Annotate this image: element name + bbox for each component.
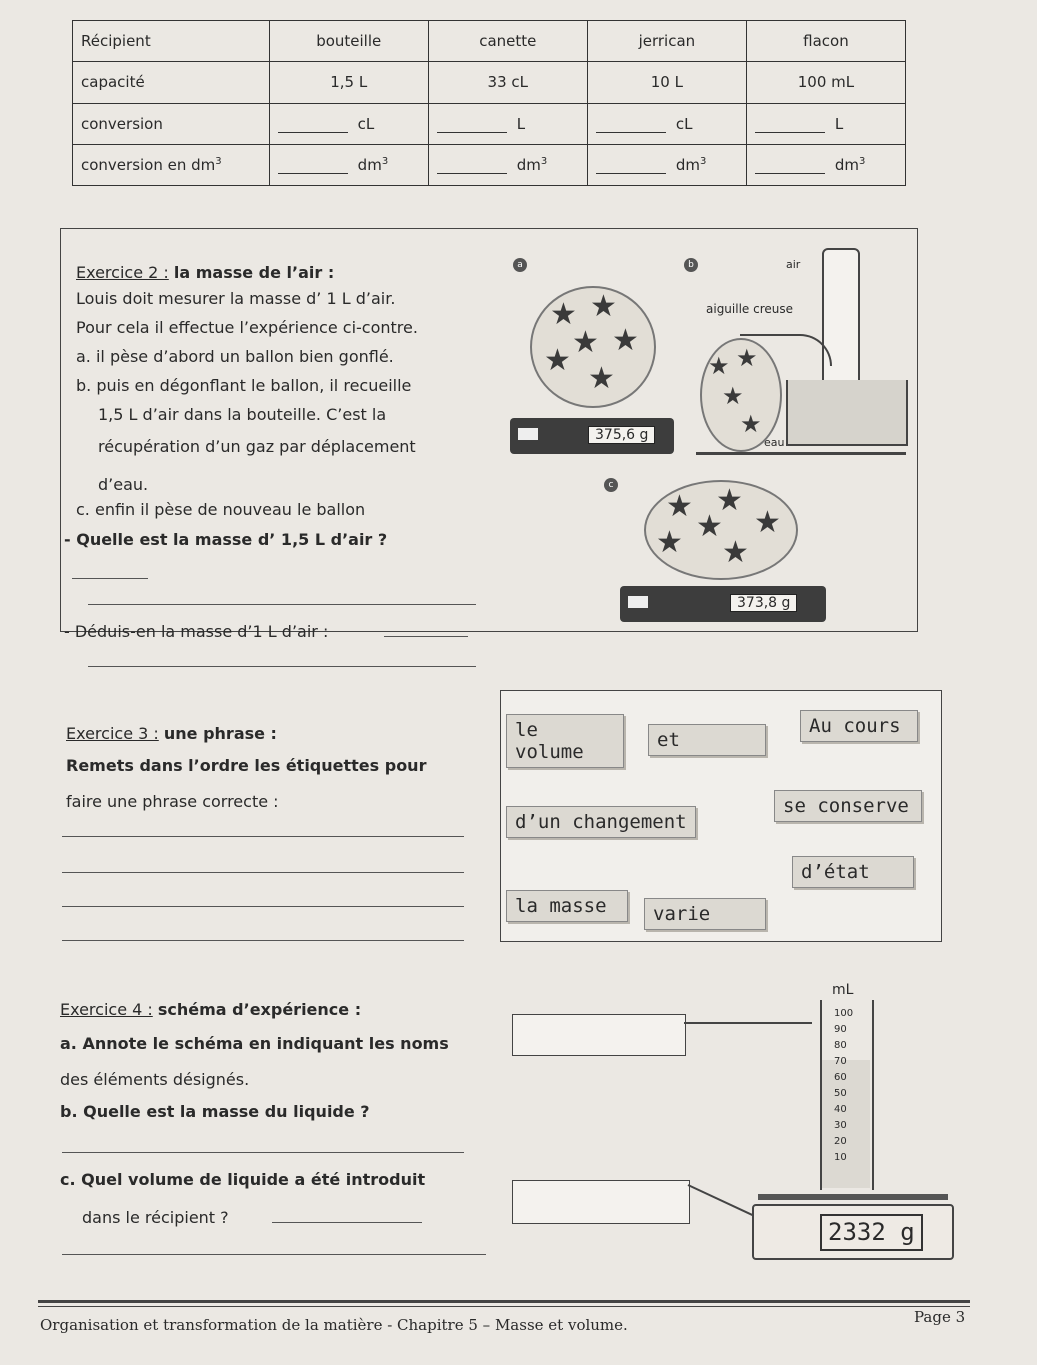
table-line (696, 452, 906, 455)
table-cell: 33 cL (428, 62, 587, 103)
ex4-title-rest: schéma d’expérience : (157, 1000, 362, 1019)
label-au-cours[interactable]: Au cours (800, 710, 918, 742)
answer-blank[interactable] (437, 120, 507, 133)
answer-blank[interactable] (278, 120, 348, 133)
tick-label: 100 (834, 1008, 854, 1019)
balloon-a (530, 286, 656, 408)
answer-line[interactable] (62, 872, 464, 873)
table-cell: conversion (73, 103, 270, 144)
answer-line[interactable] (384, 636, 468, 637)
table-cell (73, 144, 270, 185)
unit-text: cL (357, 114, 375, 133)
tick-label: 70 (834, 1056, 847, 1067)
exponent: 3 (540, 155, 548, 167)
ex2-title-rest: la masse de l’air : (173, 263, 335, 282)
answer-line[interactable] (272, 1222, 422, 1223)
ex4-question-a-cont: des éléments désignés. (60, 1070, 250, 1089)
ex2-line: récupération d’un gaz par déplacement (98, 437, 416, 456)
tick-label: 40 (834, 1104, 847, 1115)
tick-label: 80 (834, 1040, 847, 1051)
tick-label: 20 (834, 1136, 847, 1147)
answer-line[interactable] (72, 578, 148, 579)
exponent: 3 (699, 155, 707, 167)
table-cell[interactable] (428, 144, 587, 185)
ex4-title (60, 1000, 361, 1019)
star-icon: ★ (544, 343, 571, 378)
ex2-line: Pour cela il effectue l’expérience ci-contre. (76, 318, 418, 337)
ex2-line: b. puis en dégonflant le ballon, il recueille (76, 376, 412, 395)
balloon-c (644, 480, 798, 580)
table-cell[interactable] (269, 144, 428, 185)
ex2-title (76, 263, 334, 282)
exponent: 3 (215, 155, 222, 167)
star-icon: ★ (722, 382, 744, 410)
answer-line[interactable] (62, 1254, 486, 1255)
unit-text: dm (516, 155, 541, 174)
ex3-line: faire une phrase correcte : (66, 792, 279, 811)
table-cell[interactable] (587, 144, 746, 185)
unit-text: dm (357, 155, 382, 174)
water-basin (786, 380, 908, 446)
water-label: eau (764, 436, 785, 449)
star-icon: ★ (612, 323, 639, 358)
ex4-question-a: a. Annote le schéma en indiquant les noms (60, 1034, 449, 1053)
table-row (73, 62, 906, 103)
label-varie[interactable]: varie (644, 898, 766, 930)
ex2-line: Louis doit mesurer la masse d’ 1 L d’air. (76, 289, 396, 308)
air-label: air (786, 258, 801, 271)
table-cell: flacon (746, 21, 905, 62)
answer-blank[interactable] (596, 120, 666, 133)
page-number: Page 3 (914, 1308, 966, 1326)
needle-label: aiguille creuse (706, 302, 793, 316)
pointer-line (688, 1184, 761, 1220)
answer-line[interactable] (88, 666, 476, 667)
tick-label: 90 (834, 1024, 847, 1035)
answer-blank[interactable] (437, 161, 507, 174)
answer-blank[interactable] (755, 161, 825, 174)
conversion-table (72, 20, 906, 186)
unit-text: L (516, 114, 526, 133)
ex3-title-prefix: Exercice 3 : (66, 724, 159, 743)
footer-rule (38, 1300, 970, 1303)
answer-blank[interactable] (755, 120, 825, 133)
star-icon: ★ (696, 509, 723, 544)
answer-line[interactable] (62, 940, 464, 941)
answer-line[interactable] (62, 1152, 464, 1153)
balance-plate (758, 1194, 948, 1200)
star-icon: ★ (722, 535, 749, 570)
ex2-line: a. il pèse d’abord un ballon bien gonflé. (76, 347, 394, 366)
ex4-title-prefix: Exercice 4 : (60, 1000, 153, 1019)
label-changement[interactable]: d’un changement (506, 806, 696, 838)
tube (740, 334, 832, 366)
tick-label: 10 (834, 1152, 847, 1163)
star-icon: ★ (550, 297, 577, 332)
bottle-icon (822, 248, 860, 400)
star-icon: ★ (736, 344, 758, 372)
table-cell[interactable] (428, 103, 587, 144)
answer-line[interactable] (62, 836, 464, 837)
table-row (73, 103, 906, 144)
table-cell: Récipient (73, 21, 270, 62)
star-icon: ★ (572, 325, 599, 360)
annotation-box-top[interactable] (512, 1014, 686, 1056)
unit-text: cL (675, 114, 693, 133)
table-cell: capacité (73, 62, 270, 103)
ex2-question-1: - Quelle est la masse d’ 1,5 L d’air ? (64, 530, 388, 549)
footer-title: Organisation et transformation de la matière - Chapitre 5 – Masse et volume. (40, 1316, 628, 1334)
tick-label: 60 (834, 1072, 847, 1083)
answer-line[interactable] (88, 604, 476, 605)
ex4-question-b: b. Quelle est la masse du liquide ? (60, 1102, 370, 1121)
row-label: conversion en dm (81, 155, 216, 174)
answer-blank[interactable] (278, 161, 348, 174)
tick-label: 50 (834, 1088, 847, 1099)
table-cell: 1,5 L (269, 62, 428, 103)
star-icon: ★ (590, 289, 617, 324)
label-et[interactable]: et (648, 724, 766, 756)
scale-display-c: 373,8 g (730, 594, 797, 612)
label-etat[interactable]: d’état (792, 856, 914, 888)
table-cell[interactable] (269, 103, 428, 144)
label-b: b (684, 258, 698, 272)
star-icon: ★ (740, 410, 762, 438)
label-se-conserve[interactable]: se conserve (774, 790, 922, 822)
arrow-line (684, 1022, 812, 1024)
scale-button (518, 428, 538, 440)
annotation-box-bottom[interactable] (512, 1180, 690, 1224)
ex2-question-2: - Déduis-en la masse d’1 L d’air : (64, 622, 329, 641)
tick-label: 30 (834, 1120, 847, 1131)
star-icon: ★ (666, 489, 693, 524)
table-cell[interactable] (746, 144, 905, 185)
table-row (73, 144, 906, 185)
table-header-row (73, 21, 906, 62)
table-cell: 10 L (587, 62, 746, 103)
scale-button (628, 596, 648, 608)
label-c: c (604, 478, 618, 492)
star-icon: ★ (588, 361, 615, 396)
star-icon: ★ (754, 505, 781, 540)
table-cell: jerrican (587, 21, 746, 62)
footer-rule-thin (38, 1306, 970, 1307)
unit-label: mL (832, 982, 854, 998)
label-masse[interactable]: la masse (506, 890, 628, 922)
ex3-line: Remets dans l’ordre les étiquettes pour (66, 756, 427, 775)
answer-line[interactable] (62, 906, 464, 907)
answer-blank[interactable] (596, 161, 666, 174)
label-volume[interactable]: le volume (506, 714, 624, 768)
label-a: a (513, 258, 527, 272)
star-icon: ★ (716, 483, 743, 518)
scale-display-a: 375,6 g (588, 426, 655, 444)
table-cell[interactable] (746, 103, 905, 144)
table-cell[interactable] (587, 103, 746, 144)
table-cell: 100 mL (746, 62, 905, 103)
exponent: 3 (381, 155, 389, 167)
ex2-line: c. enfin il pèse de nouveau le ballon (76, 500, 366, 519)
ex3-title-rest: une phrase : (163, 724, 277, 743)
ex3-title (66, 724, 277, 743)
balance-display: 2332 g (820, 1214, 923, 1251)
ex4-question-c-cont: dans le récipient ? (82, 1208, 229, 1227)
unit-text: dm (834, 155, 860, 174)
unit-text: dm (675, 155, 700, 174)
ex2-title-prefix: Exercice 2 : (76, 263, 169, 282)
exponent: 3 (859, 155, 866, 167)
ex2-line: 1,5 L d’air dans la bouteille. C’est la (98, 405, 387, 424)
star-icon: ★ (656, 525, 683, 560)
ex4-question-c: c. Quel volume de liquide a été introduit (60, 1170, 426, 1189)
table-cell: bouteille (269, 21, 428, 62)
ex2-line: d’eau. (98, 475, 149, 494)
table-cell: canette (428, 21, 587, 62)
unit-text: L (834, 114, 844, 133)
star-icon: ★ (708, 352, 730, 380)
